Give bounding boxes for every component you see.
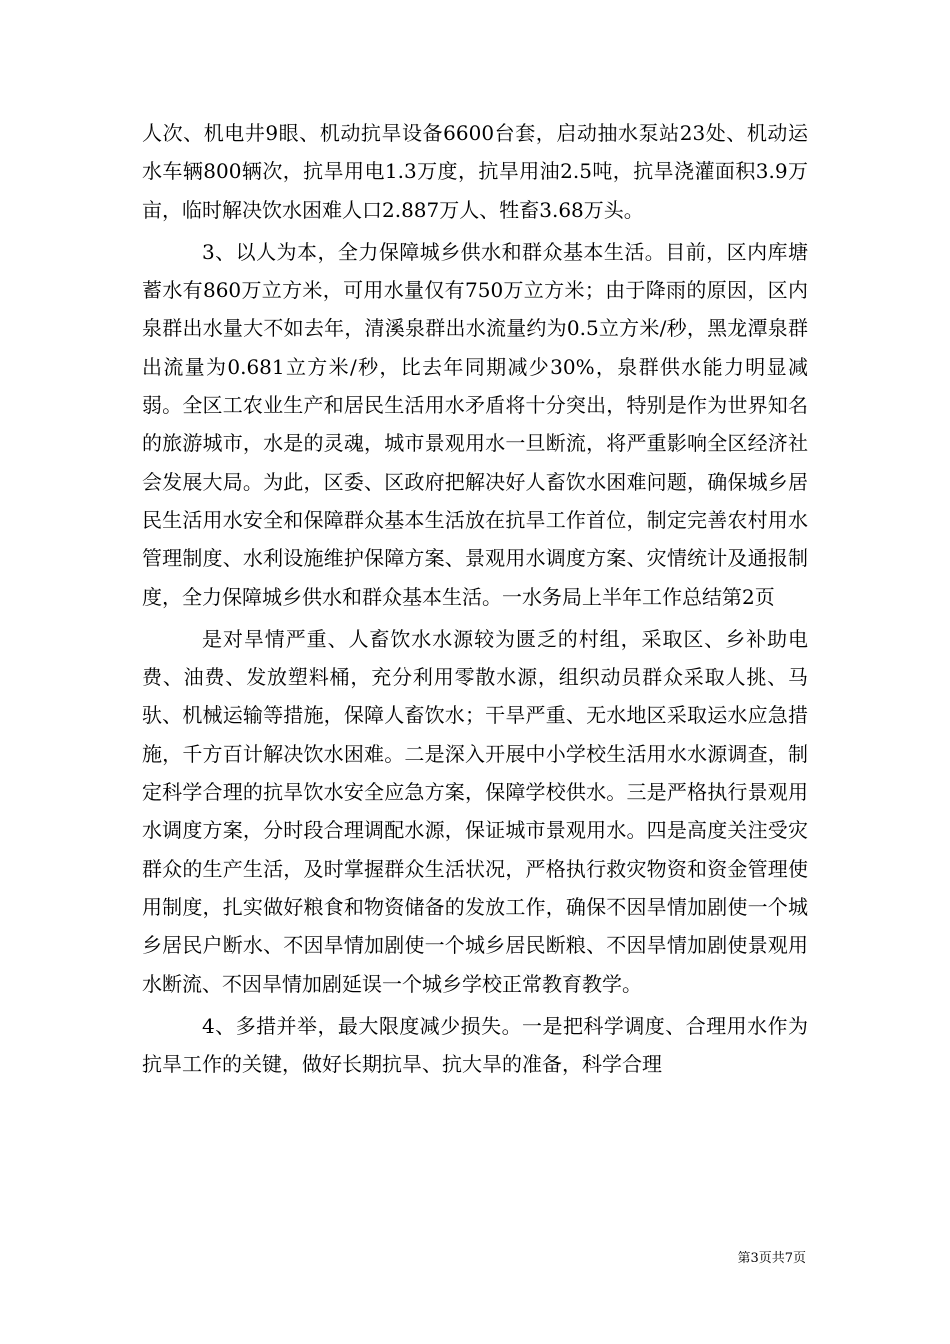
- paragraph-3: 是对旱情严重、人畜饮水水源较为匮乏的村组，采取区、乡补助电费、油费、发放塑料桶，充分利用零散水源，组织动员群众采取人挑、马驮、机械运输等措施，保障人畜饮水；干旱严重、无水地区采取运水应急措施，千方百计解决饮水困难。二是深入开展中小学校生活用水水源调查，制定科学合理的抗旱饮水安全应急方案，保障学校供水。三是严格执行景观用水调度方案，分时段合理调配水源，保证城市景观用水。四是高度关注受灾群众的生产生活，及时掌握群众生活状况，严格执行救灾物资和资金管理使用制度，扎实做好粮食和物资储备的发放工作，确保不因旱情加剧使一个城乡居民户断水、不因旱情加剧使一个城乡居民断粮、不因旱情加剧使景观用水断流、不因旱情加剧延误一个城乡学校正常教育教学。: [142, 626, 808, 996]
- page-number-footer: 第3页共7页: [737, 1251, 806, 1266]
- document-body: [142, 114, 808, 1083]
- paragraph-1: 人次、机电井9眼、机动抗旱设备6600台套，启动抽水泵站23处、机动运水车辆800辆次，抗旱用电1.3万度，抗旱用油2.5吨，抗旱浇灌面积3.9万亩，临时解决饮水困难人口2.887万人、牲畜3.68万头。: [142, 121, 808, 222]
- paragraph-2: 3、以人为本，全力保障城乡供水和群众基本生活。目前，区内库塘蓄水有860万立方米，可用水量仅有750万立方米；由于降雨的原因，区内泉群出水量大不如去年，清溪泉群出水流量约为0.5立方米/秒，黑龙潭泉群出流量为0.681立方米/秒，比去年同期减少30%，泉群供水能力明显减弱。全区工农业生产和居民生活用水矛盾将十分突出，特别是作为世界知名的旅游城市，水是的灵魂，城市景观用水一旦断流，将严重影响全区经济社会发展大局。为此，区委、区政府把解决好人畜饮水困难问题，确保城乡居民生活用水安全和保障群众基本生活放在抗旱工作首位，制定完善农村用水管理制度、水利设施维护保障方案、景观用水调度方案、灾情统计及通报制度，全力保障城乡供水和群众基本生活。一水务局上半年工作总结第2页: [142, 239, 808, 609]
- paragraph-4: 4、多措并举，最大限度减少损失。一是把科学调度、合理用水作为抗旱工作的关键，做好长期抗旱、抗大旱的准备，科学合理: [142, 1013, 808, 1077]
